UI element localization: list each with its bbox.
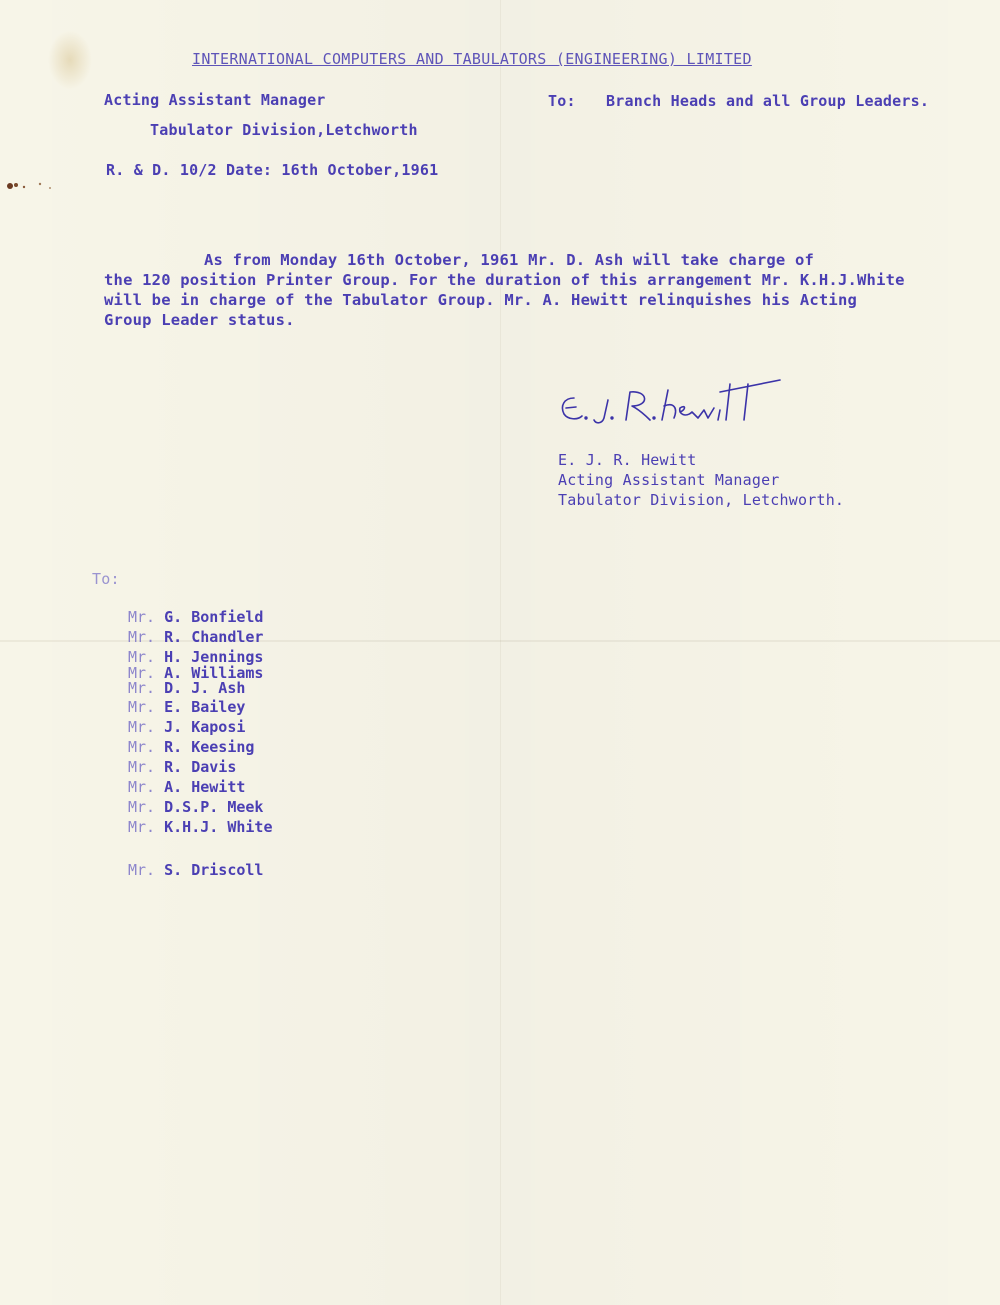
list-item: Mr. A. Hewitt bbox=[128, 778, 246, 796]
body-line-1: As from Monday 16th October, 1961 Mr. D. Ash will take charge of bbox=[204, 251, 815, 269]
list-item: Mr. R. Keesing bbox=[128, 738, 255, 756]
from-title: Acting Assistant Manager bbox=[104, 91, 326, 109]
body-line-3: will be in charge of the Tabulator Group. Mr. A. Hewitt relinquishes his Acting bbox=[104, 291, 858, 309]
list-item: Mr. J. Kaposi bbox=[128, 718, 246, 736]
signatory-division: Tabulator Division, Letchworth. bbox=[558, 491, 845, 509]
list-item: Mr. K.H.J. White bbox=[128, 818, 273, 836]
list-item: Mr. R. Davis bbox=[128, 758, 237, 776]
ink-stain bbox=[0, 176, 60, 196]
letterhead: INTERNATIONAL COMPUTERS AND TABULATORS (ENGINEERING) LIMITED bbox=[192, 50, 752, 68]
reference-date: R. & D. 10/2 Date: 16th October,1961 bbox=[106, 161, 439, 179]
list-item: Mr. G. Bonfield bbox=[128, 608, 264, 626]
list-item: Mr. E. Bailey bbox=[128, 698, 246, 716]
list-item: Mr. H. Jennings bbox=[128, 648, 264, 666]
list-item: Mr. A. Williams bbox=[128, 664, 264, 682]
signatory-name: E. J. R. Hewitt bbox=[558, 451, 697, 469]
handwritten-signature bbox=[552, 362, 792, 432]
to-label: To: bbox=[548, 92, 576, 110]
list-item: Mr. D. J. Ash bbox=[128, 679, 246, 697]
list-item: Mr. D.S.P. Meek bbox=[128, 798, 264, 816]
extra-recipient: Mr. S. Driscoll bbox=[128, 861, 264, 879]
to-recipients: Branch Heads and all Group Leaders. bbox=[606, 92, 930, 110]
distribution-label: To: bbox=[92, 570, 120, 588]
paper-fold-vertical bbox=[500, 0, 501, 1305]
from-location: Tabulator Division,Letchworth bbox=[150, 121, 418, 139]
list-item: Mr. R. Chandler bbox=[128, 628, 264, 646]
body-line-4: Group Leader status. bbox=[104, 311, 295, 329]
signatory-title: Acting Assistant Manager bbox=[558, 471, 780, 489]
body-line-2: the 120 position Printer Group. For the duration of this arrangement Mr. K.H.J.White bbox=[104, 271, 905, 289]
